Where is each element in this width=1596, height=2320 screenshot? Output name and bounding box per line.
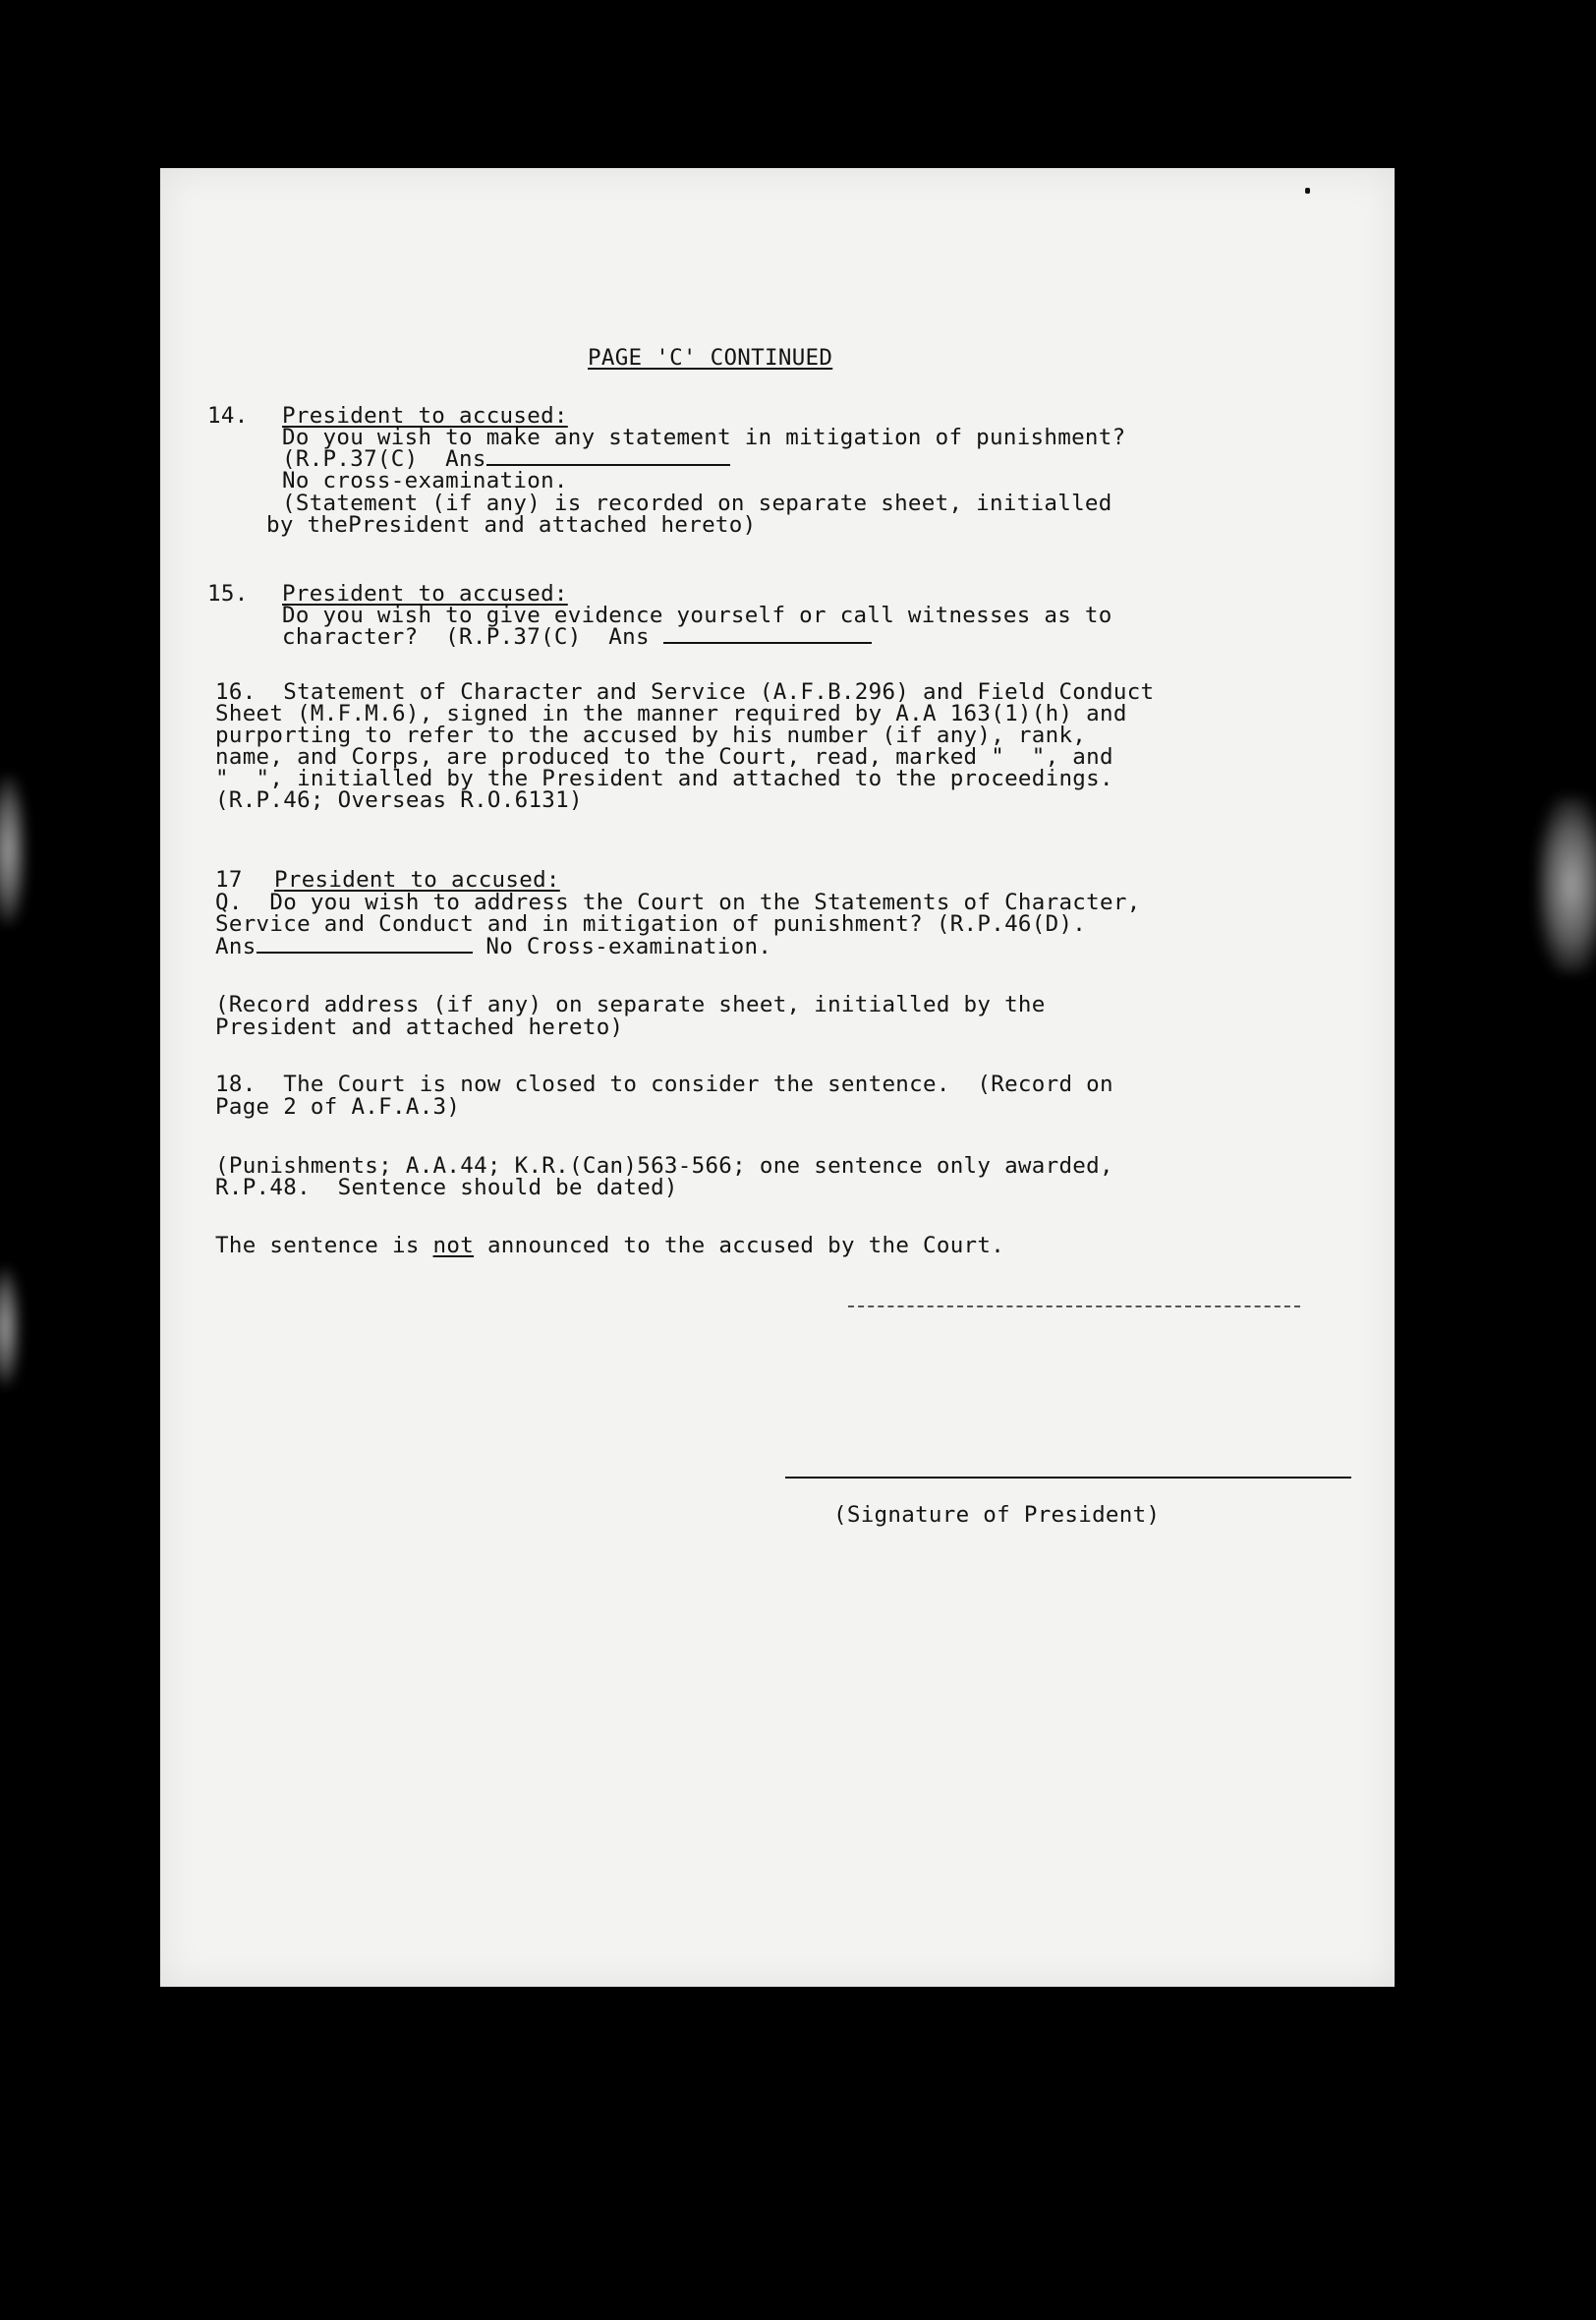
item-17-answer-blank: [256, 951, 473, 954]
sentence-note: [215, 1234, 1004, 1257]
item-15-line1: Do you wish to give evidence yourself or call witnesses as to: [282, 603, 1112, 628]
item-16-line6: (R.P.46; Overseas R.O.6131): [215, 787, 583, 813]
item-16-line2: Sheet (M.F.M.6), signed in the manner required by A.A 163(1)(h) and: [215, 701, 1127, 726]
punishments-line1: (Punishments; A.A.44; K.R.(Can)563-566; one sentence only awarded,: [215, 1153, 1113, 1179]
item-17-line3: [215, 935, 771, 958]
signature-label: (Signature of President): [833, 1502, 1161, 1528]
page-heading: PAGE 'C' CONTINUED: [588, 345, 833, 371]
item-17-line1: Q. Do you wish to address the Court on the Statements of Character,: [215, 890, 1141, 915]
item-15-title: President to accused:: [282, 581, 568, 607]
item-15-answer-label: character? (R.P.37(C) Ans: [282, 624, 650, 650]
item-15-answer-blank: [663, 641, 872, 644]
film-edge-mark-left-bottom: [0, 1268, 20, 1386]
ink-speck: [1305, 188, 1310, 194]
item-14-line4: (Statement (if any) is recorded on separate sheet, initialled: [282, 491, 1112, 516]
item-16-line5: " ", initialled by the President and attached to the proceedings.: [215, 766, 1113, 791]
item-14-line1: Do you wish to make any statement in mitigation of punishment?: [282, 425, 1126, 450]
item-15-line2: [282, 625, 872, 649]
item-16-line1: 16. Statement of Character and Service (A.F.B.296) and Field Conduct: [215, 679, 1155, 705]
item-14-number: 14.: [207, 403, 249, 429]
item-14-line3: No cross-examination.: [282, 468, 568, 493]
item-17-answer-label: Ans: [215, 934, 256, 959]
item-14-title: President to accused:: [282, 403, 568, 429]
punishments-line2: R.P.48. Sentence should be dated): [215, 1175, 678, 1200]
item-18-line1: 18. The Court is now closed to consider the sentence. (Record on: [215, 1072, 1113, 1097]
document-page: [160, 168, 1395, 1987]
record-address-line2: President and attached hereto): [215, 1015, 624, 1040]
sentence-note-suffix: announced to the accused by the Court.: [474, 1233, 1005, 1258]
sentence-note-emphasis: not: [432, 1233, 475, 1258]
item-16-line3: purporting to refer to the accused by his number (if any), rank,: [215, 723, 1087, 748]
item-17-no-cross-exam: No Cross-examination.: [472, 934, 772, 959]
item-17-title: President to accused:: [274, 867, 560, 893]
item-17-number: 17: [215, 867, 243, 893]
record-address-line1: (Record address (if any) on separate sheet, initialled by the: [215, 992, 1046, 1017]
film-edge-mark-left-top: [0, 777, 26, 924]
sentence-note-prefix: The sentence is: [215, 1233, 433, 1258]
item-16-line4: name, and Corps, are produced to the Court, read, marked " ", and: [215, 744, 1113, 770]
film-edge-mark-right: [1537, 796, 1596, 973]
separator-rule: [848, 1305, 1300, 1307]
item-14-answer-label: (R.P.37(C) Ans: [282, 446, 486, 472]
item-15-number: 15.: [207, 581, 249, 607]
item-14-answer-blank: [486, 463, 730, 466]
item-17-line2: Service and Conduct and in mitigation of punishment? (R.P.46(D).: [215, 911, 1087, 937]
item-18-line2: Page 2 of A.F.A.3): [215, 1094, 461, 1120]
signature-line: [785, 1477, 1351, 1479]
item-14-line5: by thePresident and attached hereto): [266, 512, 757, 538]
